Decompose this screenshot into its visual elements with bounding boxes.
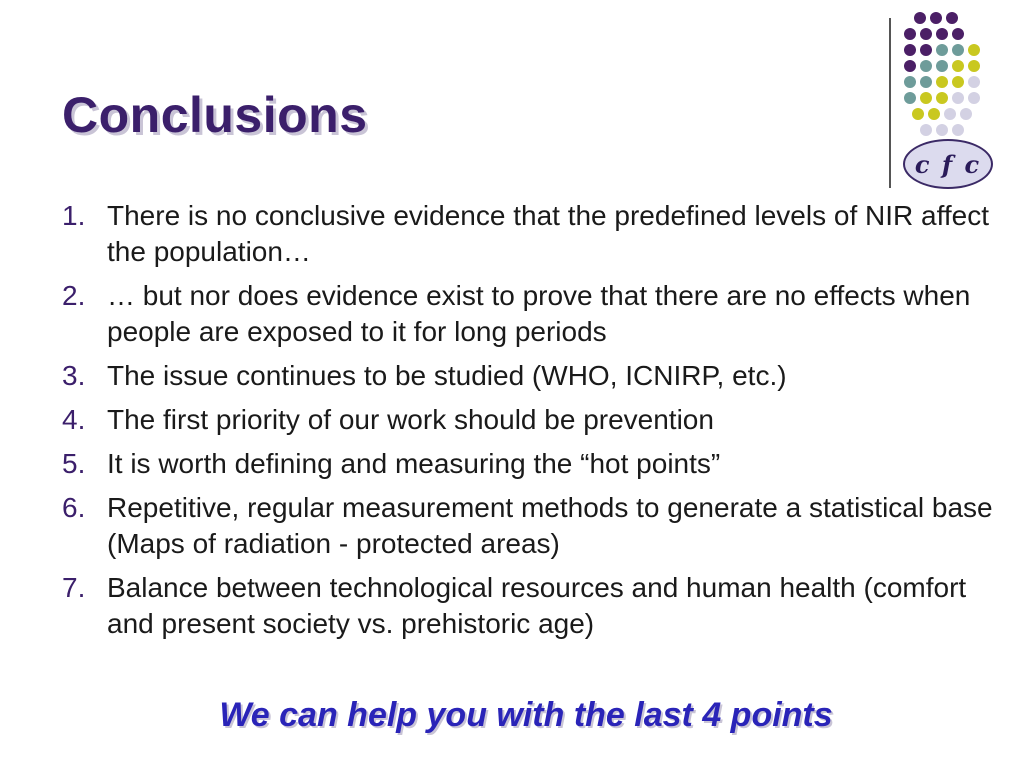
decorative-dot (936, 124, 948, 136)
list-item-text: … but nor does evidence exist to prove that there are no effects when people are exposed to it for long periods (107, 280, 971, 347)
decorative-dot (920, 76, 932, 88)
decorative-dot (960, 108, 972, 120)
list-item (62, 446, 1002, 482)
decorative-dot (944, 108, 956, 120)
decorative-dot (920, 124, 932, 136)
decorative-dot (936, 60, 948, 72)
decorative-dot (920, 44, 932, 56)
decorative-dot (920, 60, 932, 72)
list-item-number: 3. (62, 360, 86, 391)
decorative-dot (936, 76, 948, 88)
list-item-text: Balance between technological resources and human health (comfort and present society vs. prehistoric age) (107, 572, 967, 639)
list-item-number: 6. (62, 492, 86, 523)
decorative-dot (920, 92, 932, 104)
decorative-dot (946, 12, 958, 24)
decorative-dot (952, 44, 964, 56)
list-item-text: There is no conclusive evidence that the predefined levels of NIR affect the population… (107, 200, 989, 267)
decorative-dot (914, 12, 926, 24)
list-item-text: The first priority of our work should be prevention (107, 404, 714, 435)
list-item (62, 278, 1002, 350)
list-item (62, 198, 1002, 270)
header-divider (889, 18, 891, 188)
list-item (62, 570, 1002, 642)
list-item-number: 1. (62, 200, 86, 231)
decorative-dot (904, 92, 916, 104)
list-item (62, 490, 1002, 562)
decorative-dot (968, 92, 980, 104)
decorative-dot (952, 76, 964, 88)
conclusions-list (62, 198, 1002, 650)
decorative-dot (952, 92, 964, 104)
cfc-logo (903, 139, 993, 189)
decorative-dot (936, 92, 948, 104)
decorative-dot (912, 108, 924, 120)
list-item-text: It is worth defining and measuring the “hot points” (107, 448, 721, 479)
decorative-dot (936, 28, 948, 40)
list-item-number: 5. (62, 448, 86, 479)
list-item-number: 2. (62, 280, 86, 311)
list-item (62, 402, 1002, 438)
footer-tagline: We can help you with the last 4 points (219, 696, 833, 734)
decorative-dot (930, 12, 942, 24)
decorative-dot (968, 60, 980, 72)
list-item-text: Repetitive, regular measurement methods to generate a statistical base (Maps of radiation - protected areas) (107, 492, 993, 559)
decorative-dot (952, 124, 964, 136)
logo-text: c f c (914, 149, 982, 179)
decorative-dot (928, 108, 940, 120)
slide-title: Conclusions (62, 87, 368, 143)
decorative-dot (920, 28, 932, 40)
decorative-dot (904, 60, 916, 72)
decorative-dot (904, 76, 916, 88)
decorative-dot (968, 76, 980, 88)
list-item-number: 7. (62, 572, 86, 603)
list-item-text: The issue continues to be studied (WHO, ICNIRP, etc.) (107, 360, 787, 391)
decorative-dot (968, 44, 980, 56)
list-item-number: 4. (62, 404, 86, 435)
decorative-dot (904, 28, 916, 40)
decorative-dot (952, 28, 964, 40)
decorative-dot (952, 60, 964, 72)
list-item (62, 358, 1002, 394)
decorative-dot (936, 44, 948, 56)
decorative-dot (904, 44, 916, 56)
